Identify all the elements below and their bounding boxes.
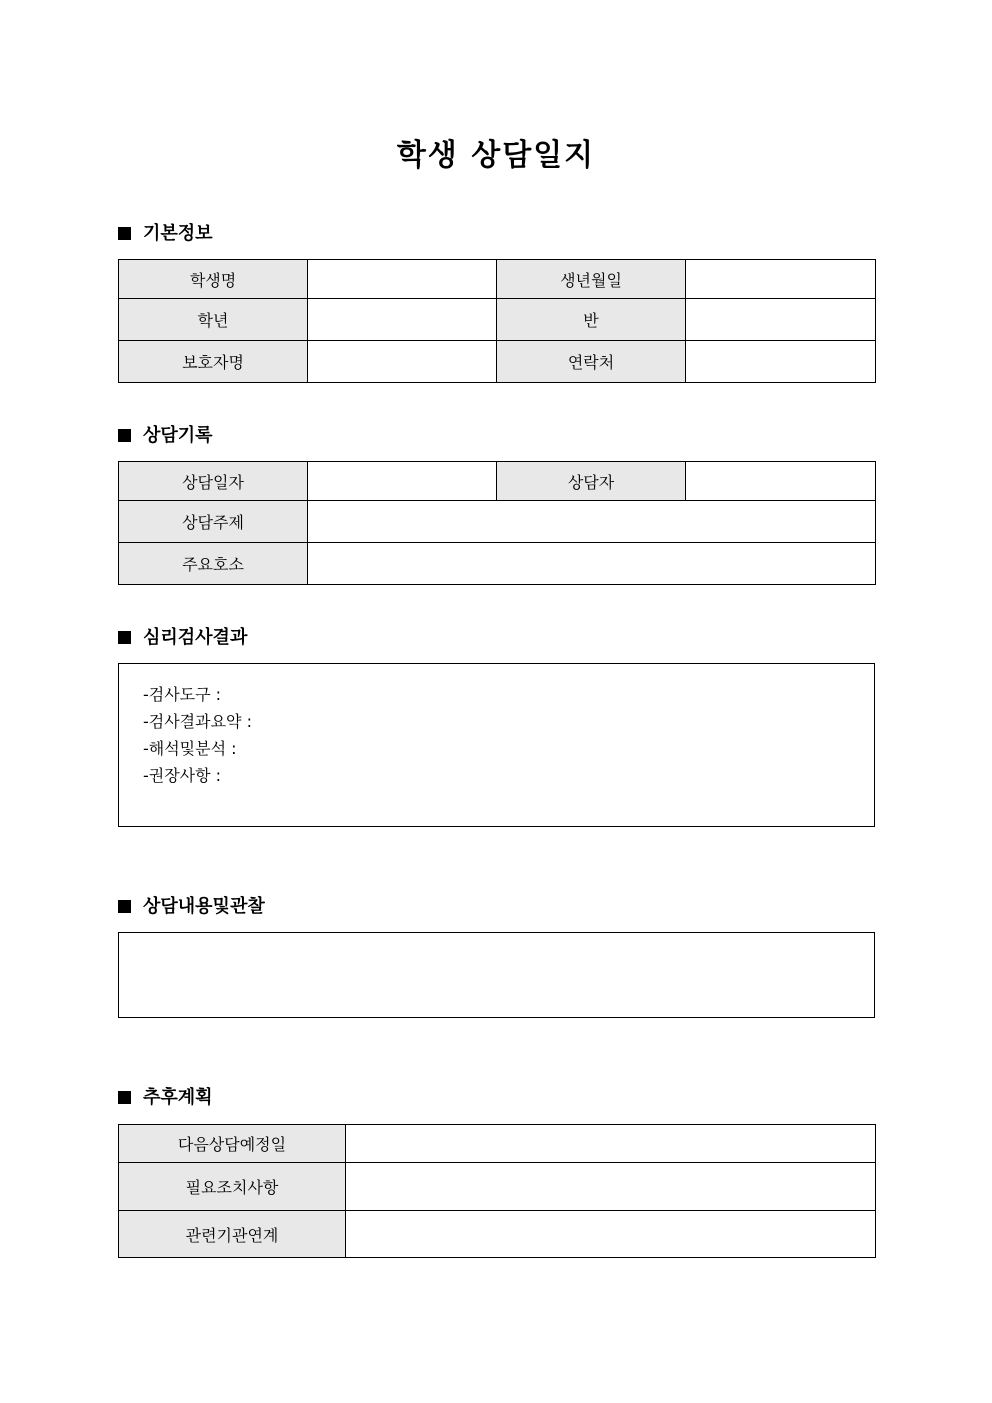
square-bullet-icon xyxy=(118,1091,131,1104)
related-agency-field[interactable] xyxy=(346,1211,876,1258)
table-row xyxy=(119,1125,876,1163)
next-session-date-field[interactable] xyxy=(346,1125,876,1163)
required-actions-field[interactable] xyxy=(346,1163,876,1211)
counseling-record-table xyxy=(118,461,876,585)
label-class: 반 xyxy=(497,299,686,341)
label-required-actions: 필요조치사항 xyxy=(119,1163,346,1211)
label-counseling-date: 상담일자 xyxy=(119,462,308,501)
birthdate-field[interactable] xyxy=(686,260,876,299)
label-guardian-name: 보호자명 xyxy=(119,341,308,383)
section-heading-followup xyxy=(118,1086,213,1110)
table-row xyxy=(119,462,876,501)
test-tool-line: -검사도구 : xyxy=(143,685,222,704)
student-name-field[interactable] xyxy=(308,260,497,299)
label-student-name: 학생명 xyxy=(119,260,308,299)
counseling-date-field[interactable] xyxy=(308,462,497,501)
table-row xyxy=(119,341,876,383)
label-main-complaint: 주요호소 xyxy=(119,543,308,585)
square-bullet-icon xyxy=(118,227,131,240)
table-row xyxy=(119,299,876,341)
section-heading-text: 심리검사결과 xyxy=(143,627,248,648)
section-heading-psych-test xyxy=(118,626,247,650)
section-heading-text: 상담내용및관찰 xyxy=(143,896,265,917)
grade-field[interactable] xyxy=(308,299,497,341)
section-heading-text: 기본정보 xyxy=(143,223,213,244)
content-box[interactable] xyxy=(118,932,875,1018)
recommendation-line: -권장사항 : xyxy=(143,766,222,785)
label-next-session-date: 다음상담예정일 xyxy=(119,1125,346,1163)
square-bullet-icon xyxy=(118,631,131,644)
table-row xyxy=(119,1211,876,1258)
label-related-agency: 관련기관연계 xyxy=(119,1211,346,1258)
guardian-name-field[interactable] xyxy=(308,341,497,383)
main-complaint-field[interactable] xyxy=(308,543,876,585)
label-birthdate: 생년월일 xyxy=(497,260,686,299)
counselor-field[interactable] xyxy=(686,462,876,501)
test-summary-line: -검사결과요약 : xyxy=(143,712,252,731)
section-heading-text: 추후계획 xyxy=(143,1087,213,1108)
contact-field[interactable] xyxy=(686,341,876,383)
section-heading-text: 상담기록 xyxy=(143,425,213,446)
label-grade: 학년 xyxy=(119,299,308,341)
label-counseling-topic: 상담주제 xyxy=(119,501,308,543)
psych-test-box[interactable] xyxy=(118,663,875,827)
table-row xyxy=(119,1163,876,1211)
followup-table xyxy=(118,1124,876,1258)
square-bullet-icon xyxy=(118,429,131,442)
square-bullet-icon xyxy=(118,900,131,913)
interpretation-line: -해석및분석 : xyxy=(143,739,237,758)
table-row xyxy=(119,543,876,585)
section-heading-basic-info xyxy=(118,222,213,246)
table-row xyxy=(119,260,876,299)
table-row xyxy=(119,501,876,543)
basic-info-table xyxy=(118,259,876,383)
counseling-topic-field[interactable] xyxy=(308,501,876,543)
label-contact: 연락처 xyxy=(497,341,686,383)
page-title: 학생 상담일지 xyxy=(396,138,596,173)
class-field[interactable] xyxy=(686,299,876,341)
section-heading-counseling-record xyxy=(118,424,213,448)
label-counselor: 상담자 xyxy=(497,462,686,501)
section-heading-content xyxy=(118,895,265,919)
